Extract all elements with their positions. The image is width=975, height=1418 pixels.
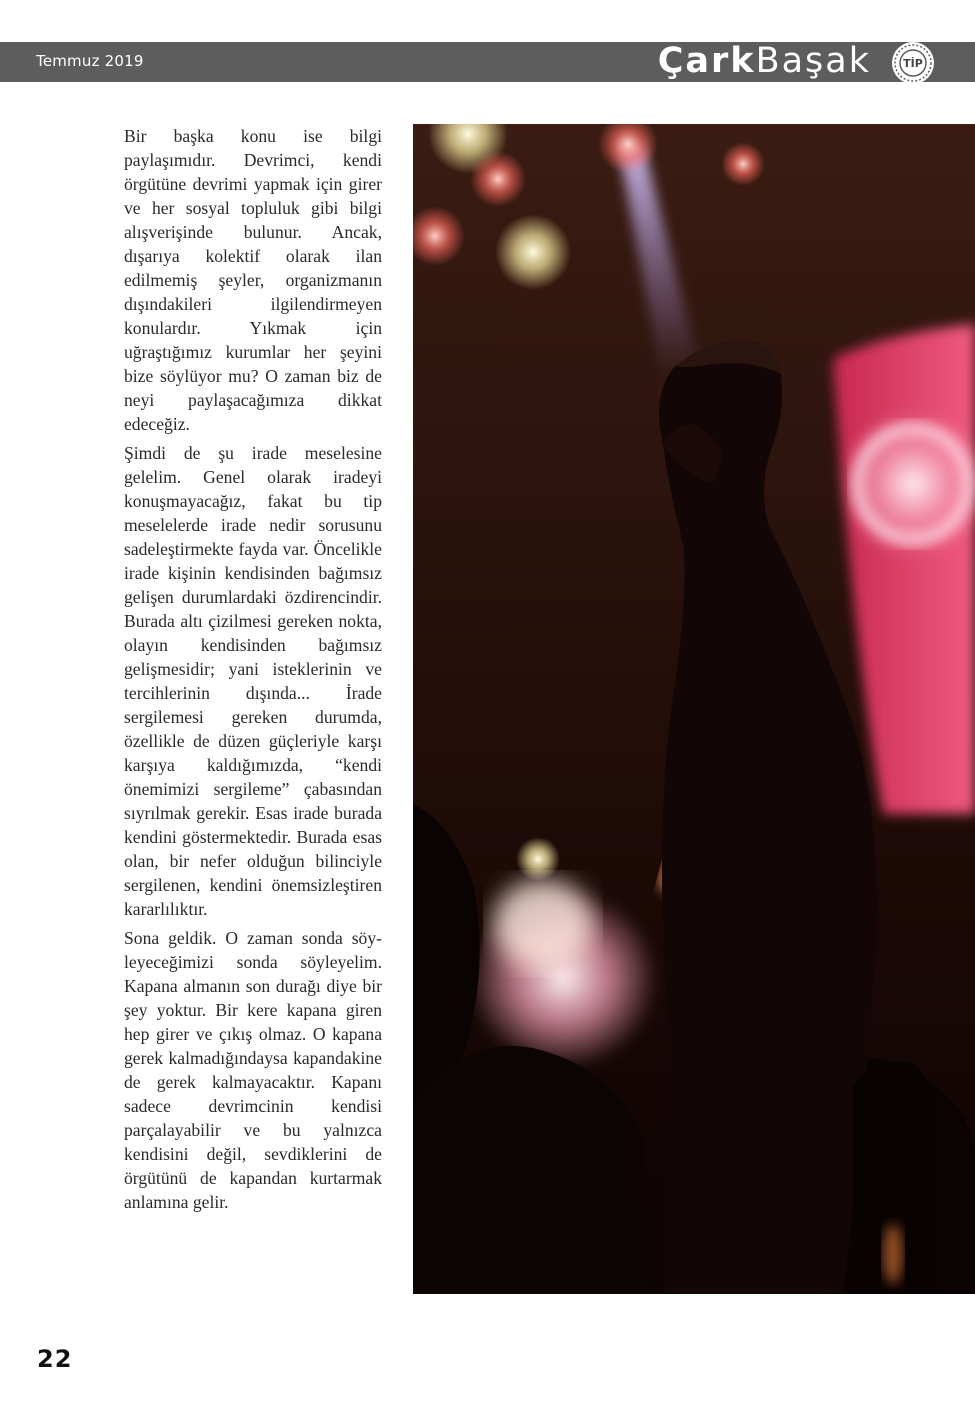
logo-text: TİP [903, 57, 923, 70]
article-paragraph-1: Bir başka konu ise bilgi paylaşımıdır. Devrimci, kendi örgütüne devrimi yapmak için girer ve her sosyal topluluk gibi bilgi alışverişinde bulunur. Ancak, dışarıya kolektif olarak ilan edilmemiş şeyler, organizmanın dışındakileri ilgilendirmeyen konulardır. Yıkmak için uğraştığımız kurumlar her şeyini bize söylüyor mu? O zaman biz de neyi paylaşacağımıza dikkat edeceğiz. [124, 126, 382, 434]
photo-illustration [413, 124, 975, 1294]
party-logo [885, 41, 941, 85]
issue-date: Temmuz 2019 [36, 52, 144, 70]
article-body [124, 124, 382, 1219]
concert-photo-raised-fist [413, 124, 975, 1294]
magazine-title [658, 40, 871, 82]
magazine-title-part2: Başak [755, 41, 871, 81]
page-number: 22 [37, 1345, 73, 1373]
article-paragraph-2: Şimdi de şu irade meselesine gelelim. Genel olarak iradeyi konuşmayacağız, fakat bu tip meselelerde irade nedir sorusunu sadeleştirmekte fayda var. Öncelikle irade kişinin kendisinden bağımsız gelişen durumlardaki özdirencindir. Burada altı çizilmesi gereken nokta, olayın kendisinden bağımsız gelişmesidir; yani isteklerinin ve tercihlerinin dışında... İrade sergilemesi gereken durumda, özellikle de düzen güçleriyle karşı karşıya kaldığımızda, “kendi önemimizi sergileme” çabasından sıyrılmak gerekir. Esas irade burada kendini göstermektedir. Burada esas olan, bir nefer olduğun bilinciyle sergilenen, kendini önemsizleştiren kararlılıktır. [124, 443, 382, 919]
magazine-title-part1: Çark [657, 41, 756, 81]
article-paragraph-3: Sona geldik. O zaman sonda söyleyeceğimizi sonda söyleyelim. Kapana almanın son durağı diye bir şey yoktur. Bir kere kapana giren hep girer ve çıkış olmaz. O kapana gerek kalmadığındaysa kapandakine de gerek kalmayacaktır. Kapanı sadece devrimcinin kendisi parçalayabilir ve bu yalnızca kendisini değil, sevdiklerini de örgütünü de kapandan kurtarmak anlamına gelir. [124, 928, 382, 1212]
